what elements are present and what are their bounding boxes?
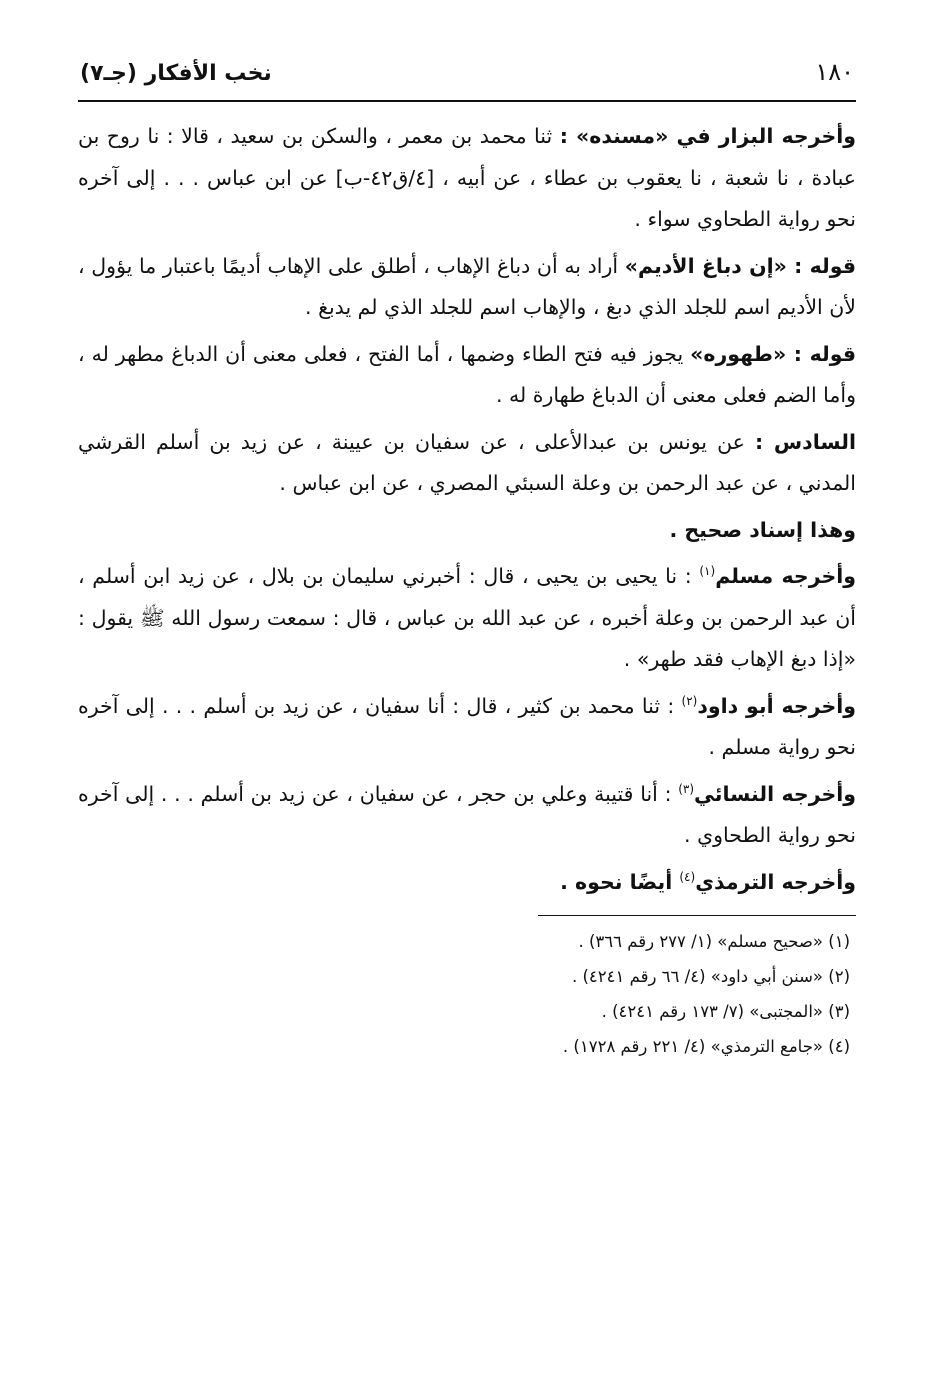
footnote-ref[interactable]: (٤): [679, 869, 696, 884]
footnotes: [78, 924, 856, 1064]
paragraph-muslim: [78, 556, 856, 681]
paragraph-text: : ثنا محمد بن كثير ، قال : أنا سفيان ، عن زيد بن أسلم . . . إلى آخره نحو رواية مسلم .: [78, 693, 856, 759]
paragraph-isnad: [78, 510, 856, 552]
document-page: [78, 58, 856, 1064]
paragraph-text: أيضًا نحوه .: [560, 869, 680, 894]
paragraph-lead: وأخرجه أبو داود: [697, 693, 856, 718]
footnote-ref[interactable]: (١): [699, 564, 716, 579]
paragraph-text: يجوز فيه فتح الطاء وضمها ، أما الفتح ، فعلى معنى أن الدباغ مطهر له ، وأما الضم فعلى معنى أن الدباغ طهارة له .: [78, 341, 856, 407]
footnote-ref[interactable]: (٣): [678, 781, 695, 796]
footnote-ref[interactable]: (٢): [681, 693, 698, 708]
paragraph-bazzar: [78, 116, 856, 241]
paragraph-lead: وأخرجه الترمذي: [695, 869, 856, 894]
footnote-3: (٣) «المجتبى» (٧/ ١٧٣ رقم ٤٢٤١) .: [601, 1002, 850, 1021]
paragraph-sixth: [78, 422, 856, 505]
book-title: نخب الأفكار (جـ٧): [80, 61, 272, 86]
paragraph-text: عن يونس بن عبدالأعلى ، عن سفيان بن عيينة ، عن زيد بن أسلم القرشي المدني ، عن عبد الرحمن بن وعلة السبئي المصري ، عن ابن عباس .: [78, 429, 856, 495]
paragraph-lead: وأخرجه مسلم: [715, 564, 856, 588]
paragraph-lead: السادس :: [755, 429, 856, 454]
paragraph-lead: وهذا إسناد صحيح .: [669, 517, 856, 542]
body-text: [78, 116, 856, 903]
footnote-2: (٢) «سنن أبي داود» (٤/ ٦٦ رقم ٤٢٤١) .: [571, 967, 850, 986]
footnote-1: (١) «صحيح مسلم» (١/ ٢٧٧ رقم ٣٦٦) .: [578, 932, 850, 951]
page-number: ١٨٠: [815, 58, 854, 86]
paragraph-tahuruhu: [78, 334, 856, 417]
paragraph-text: : نا يحيى بن يحيى ، قال : أخبرني سليمان بن بلال ، عن زيد ابن أسلم ، أن عبد الرحمن بن وعلة أخبره ، عن عبد الله بن عباس ، قال : سمعت رسول الله ﷺ يقول : «إذا دبغ الإهاب فقد طهر» .: [78, 564, 856, 671]
paragraph-lead: وأخرجه البزار في «مسنده» :: [559, 124, 857, 148]
paragraph-adim: [78, 246, 856, 329]
footnote-divider: [538, 915, 856, 916]
running-head: [78, 58, 856, 102]
paragraph-lead: وأخرجه النسائي: [694, 781, 856, 806]
paragraph-tirmidhi: [78, 862, 856, 904]
paragraph-lead: قوله : «طهوره»: [690, 341, 856, 366]
paragraph-text: أراد به أن دباغ الإهاب ، أطلق على الإهاب أديمًا باعتبار ما يؤول ، لأن الأديم اسم للجلد الذي دبغ ، والإهاب اسم للجلد الذي لم يدبغ .: [78, 253, 856, 319]
paragraph-nasai: [78, 774, 856, 857]
paragraph-text: : أنا قتيبة وعلي بن حجر ، عن سفيان ، عن زيد بن أسلم . . . إلى آخره نحو رواية الطحاوي .: [78, 781, 856, 847]
footnote-4: (٤) «جامع الترمذي» (٤/ ٢٢١ رقم ١٧٢٨) .: [562, 1037, 850, 1056]
paragraph-abu-dawud: [78, 686, 856, 769]
paragraph-lead: قوله : «إن دباغ الأديم»: [624, 253, 856, 278]
paragraph-text: ثنا محمد بن معمر ، والسكن بن سعيد ، قالا : نا روح بن عبادة ، نا شعبة ، نا يعقوب بن عطاء ، عن أبيه ، [٤/ق٤٢-ب] عن ابن عباس . . . إلى آخره نحو رواية الطحاوي سواء .: [78, 124, 856, 231]
